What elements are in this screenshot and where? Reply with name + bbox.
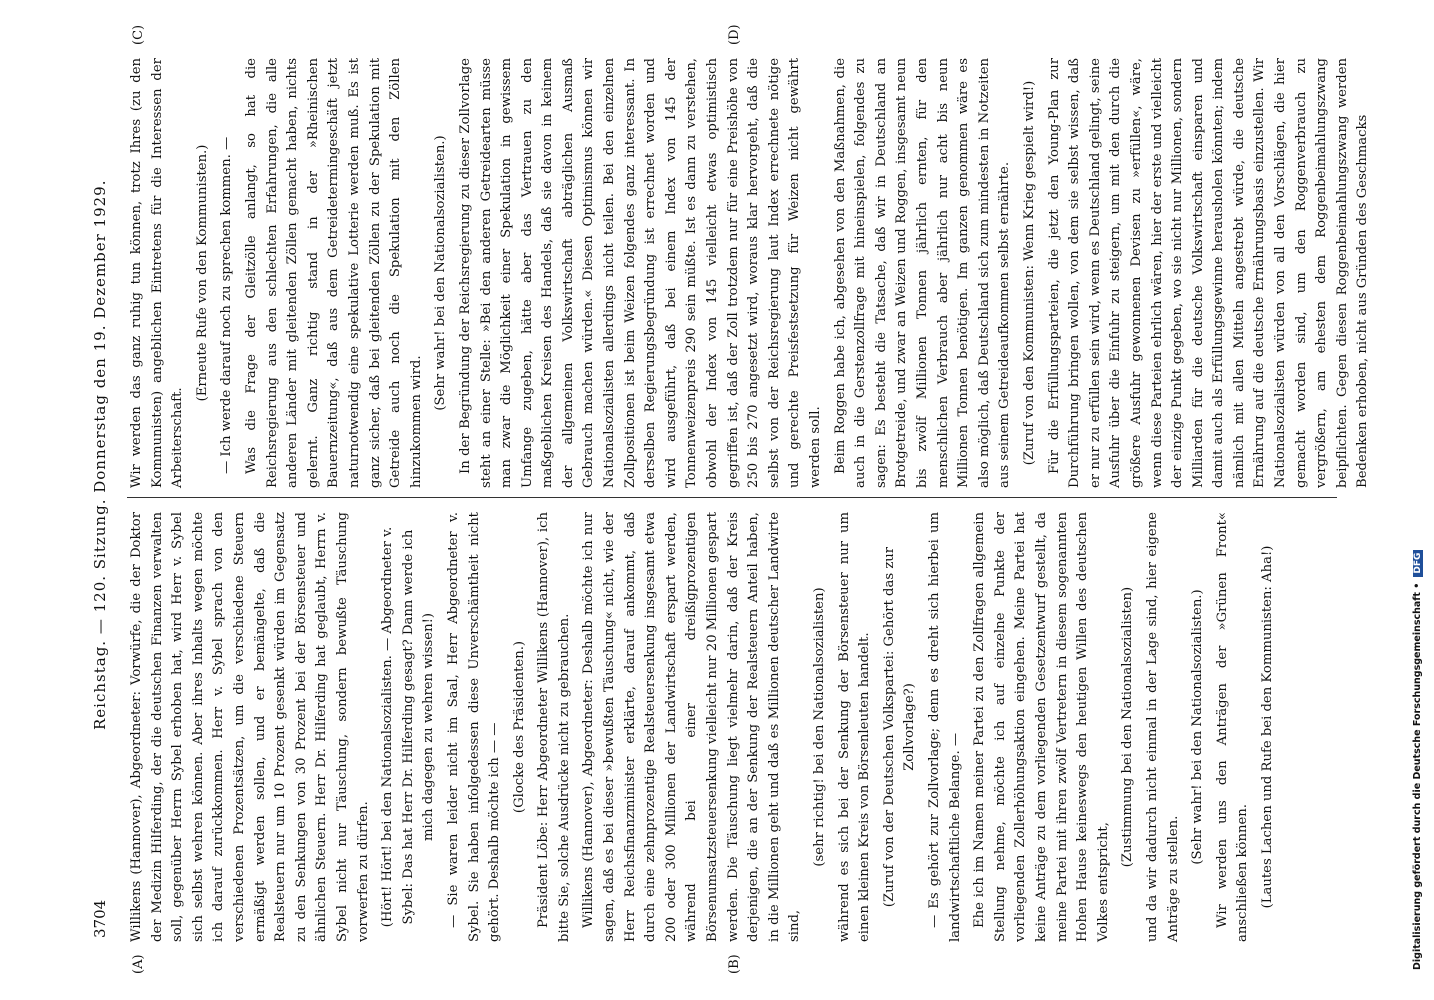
sidebar-credit-text: Digitalisierung gefördert durch die Deutsche Forschungsgemeinschaft • [1412, 582, 1423, 970]
paragraph: Ehe ich im Namen meiner Partei zu den Zollfragen allgemein Stellung nehme, möchte ich auf einzelne Punkte der vorliegenden Zollerhöhungsaktion eingehen. Meine Partei hat keine Anträge zu dem vorliegenden Gesetzentwurf gestellt, da meine Partei mit ihren zwölf Vertretern in diesem sogenannten Hohen Hause keineswegs den heutigen Willen des deutschen Volkes entspricht, [972, 512, 1111, 942]
paragraph: In der Begründung der Reichsregierung zu dieser Zollvorlage steht an einer Stelle: »Bei den anderen Getreidearten müsse man zwar die Möglichkeit einer Spekulation in gewissem Umfange zugeben, hätte aber das Vertrauen zu den maßgeblichen Kreisen des Handels, daß sie davon in keinem der allgemeinen Volkswirtschaft abträglichen Ausmaß Gebrauch machen würden.« Diesen Optimismus können wir Nationalsozialisten allerdings nicht teilen. Bei den einzelnen Zollpositionen ist beim Weizen folgendes ganz interessant. In derselben Regierungsbegründung ist errechnet worden und wird ausgeführt, daß bei einem Index von 145 der Tonnenweizenpreis 290 sein müßte. Ist es dann zu verstehen, obwohl der Index von 145 vielleicht etwas optimistisch gegriffen ist, daß der Zoll trotzdem nur für eine Preishöhe von 250 bis 270 angesetzt wird, woraus klar hervorgeht, daß die selbst von der Reichsregierung laut Index errechnete nötige und gerechte Preisfestsetzung für Weizen nicht gewährt werden soll. [457, 58, 823, 488]
paragraph: — Es gehört zur Zollvorlage; denn es dreht sich hierbei um landwirtschaftliche Belange. — [926, 512, 963, 942]
paragraph: Präsident Löbe: Herr Abgeordneter Willikens (Hannover), ich bitte Sie, solche Ausdrücke nicht zu gebrauchen. [536, 512, 572, 942]
sidebar-credit [1412, 10, 1430, 970]
digitization-sidebar [1408, 10, 1432, 970]
paragraph: (Zuruf von den Kommunisten: Wenn Krieg gespielt wird!) [1021, 80, 1037, 466]
margin-marker-a: (A) [131, 954, 146, 974]
paragraph: und da wir dadurch nicht einmal in der Lage sind, hier eigene Anträge zu stellen. [1144, 512, 1181, 942]
paragraph: (Zuruf von der Deutschen Volkspartei: Gehört das zur Zollvorlage?) [881, 546, 918, 908]
dfg-logo: DFG [1413, 550, 1423, 577]
paragraph: Willikens (Hannover), Abgeordneter: Deshalb möchte ich nur sagen, daß es bei dieser »bewußten Täuschung« nicht, wie der Herr Reichsfinanzminister erklärte, darauf ankommt, daß durch eine zehnprozentige Realsteuersenkung insgesamt etwa 200 oder 300 Millionen der Landwirtschaft erspart werden, während bei einer dreißigprozentigen Börsenumsatzsteuersenkung vielleicht nur 20 Millionen gespart werden. Die Täuschung liegt vielmehr darin, daß der Kreis derjenigen, die an der Senkung der Realsteuern Anteil haben, in die Millionen geht und daß es Millionen deutscher Landwirte sind, [581, 512, 803, 942]
page-number: 3704 [91, 899, 109, 938]
paragraph: Für die Erfüllungsparteien, die jetzt den Young-Plan zur Durchführung bringen wollen, von dem sie selbst wissen, daß er nur zu erfüllen sein wird, wenn es Deutschland gelingt, seine Ausfuhr über die Einfuhr zu steigern, um mit den durch die größere Ausfuhr gewonnenen Devisen zu »erfüllen«, wäre, wenn diese Parteien ehrlich wären, hier der erste und vielleicht der einzige Punkt gegeben, wo sie nicht nur Millionen, sondern Milliarden für die deutsche Volkswirtschaft einsparen und damit auch als Erfüllungsgewinne herausholen könnten; indem nämlich mit allen Mitteln angestrebt würde, die deutsche Ernährung auf die deutsche Ernährungsbasis einzustellen. Wir Nationalsozialisten würden von all den Vorschlägen, die hier gemacht worden sind, um den Roggenverbrauch zu vergrößern, am ehesten dem Roggenbeimahlungszwang beipflichten. Gegen diesen Roggenbeimahlungszwang werden Bedenken erhoben, nicht aus Gründen des Geschmacks [1046, 58, 1371, 488]
margin-marker-c: (C) [131, 24, 146, 45]
margin-marker-d: (D) [727, 24, 742, 45]
paragraph: — Ich werde darauf noch zu sprechen kommen. — [219, 136, 235, 474]
paragraph: Willikens (Hannover), Abgeordneter: Vorwürfe, die der Doktor der Medizin Hilferding, der die deutschen Finanzen verwalten soll, gegenüber Herrn Sybel erhoben hat, wird Herr v. Sybel sich selbst wehren können. Aber ihres Inhalts wegen möchte ich darauf zurückkommen. Herr v. Sybel sprach von den verschiedenen Prozentsätzen, um die verschiedene Steuern ermäßigt werden sollen, und er bemängelte, daß die Realsteuern nur um 10 Prozent gesenkt würden im Gegensatz zu den Senkungen von 30 Prozent bei der Börsensteuer und ähnlichen Steuern. Herr Dr. Hilferding hat geglaubt, Herrn v. Sybel nicht nur Täuschung, sondern bewußte Täuschung vorwerfen zu dürfen. [129, 512, 371, 942]
paragraph: (Hört! Hört! bei den Nationalsozialisten. — Abgeordneter v. Sybel: Das hat Herr Dr. Hilferding gesagt? Dann werde ich mich dagegen zu wehren wissen!) [380, 526, 437, 928]
paragraph: — Sie waren leider nicht im Saal, Herr Abgeordneter v. Sybel. Sie haben infolgedessen diese Unverschämtheit nicht gehört. Deshalb möchte ich — — [445, 512, 503, 942]
paragraph: (sehr richtig! bei den Nationalsozialisten) [812, 587, 827, 867]
text-column-left [127, 512, 1282, 942]
paragraph: Beim Roggen habe ich, abgesehen von den Maßnahmen, die auch in die Gerstenzollfrage mit hineinspielen, folgendes zu sagen: Es besteht die Tatsache, daß wir in Deutschland an Brotgetreide, und zwar an Weizen und Roggen, insgesamt neun bis zwölf Millionen Tonnen jährlich ernten, für den menschlichen Verbrauch aber jährlich nur acht bis neun Millionen Tonnen benötigen. Im ganzen genommen wäre es also möglich, daß Deutschland sich zum mindesten in Notzeiten aus seinem Getreideaufkommen selbst ernährte. [832, 58, 1013, 488]
paragraph: (Zustimmung bei den Nationalsozialisten) [1120, 586, 1136, 868]
text-column-right [127, 58, 1378, 488]
margin-marker-b: (B) [727, 954, 742, 974]
paragraph: (Lautes Lachen und Rufe bei den Kommunisten: Aha!) [1259, 545, 1275, 909]
paragraph: Wir werden das ganz ruhig tun können, trotz Ihres (zu den Kommunisten) angeblichen Eintretens für die Interessen der Arbeiterschaft. [129, 58, 186, 488]
paragraph: (Erneute Rufe von den Kommunisten.) [194, 144, 210, 402]
rotated-page-content [87, 24, 1371, 974]
paragraph: (Sehr wahr! bei den Nationalsozialisten.) [1190, 589, 1206, 865]
page-header [87, 50, 123, 950]
running-title: Reichstag. — 120. Sitzung. Donnerstag den 19. Dezember 1929. [91, 179, 109, 730]
paragraph: während es sich bei der Senkung der Börsensteuer nur um einen kleinen Kreis von Börsenleuten handelt. [836, 512, 873, 942]
paragraph: Wir werden uns den Anträgen der »Grünen Front« anschließen können. [1214, 512, 1251, 942]
paragraph: Was die Frage der Gleitzölle anlangt, so hat die Reichsregierung aus den schlechten Erfahrungen, die alle anderen Länder mit gleitenden Zöllen gemacht haben, nichts gelernt. Ganz richtig stand in der »Rheinischen Bauernzeitung«, daß aus dem Getreidetermingeschäft jetzt naturnotwendig eine spekulative Lotterie werden muß. Es ist ganz sicher, daß bei gleitenden Zöllen zu der Spekulation mit Getreide auch noch die Spekulation mit den Zöllen hinzukommen wird. [243, 58, 424, 488]
column-divider [127, 497, 1337, 498]
paragraph: (Sehr wahr! bei den Nationalsozialisten.) [433, 135, 449, 411]
paragraph: (Glocke des Präsidenten.) [511, 640, 527, 814]
